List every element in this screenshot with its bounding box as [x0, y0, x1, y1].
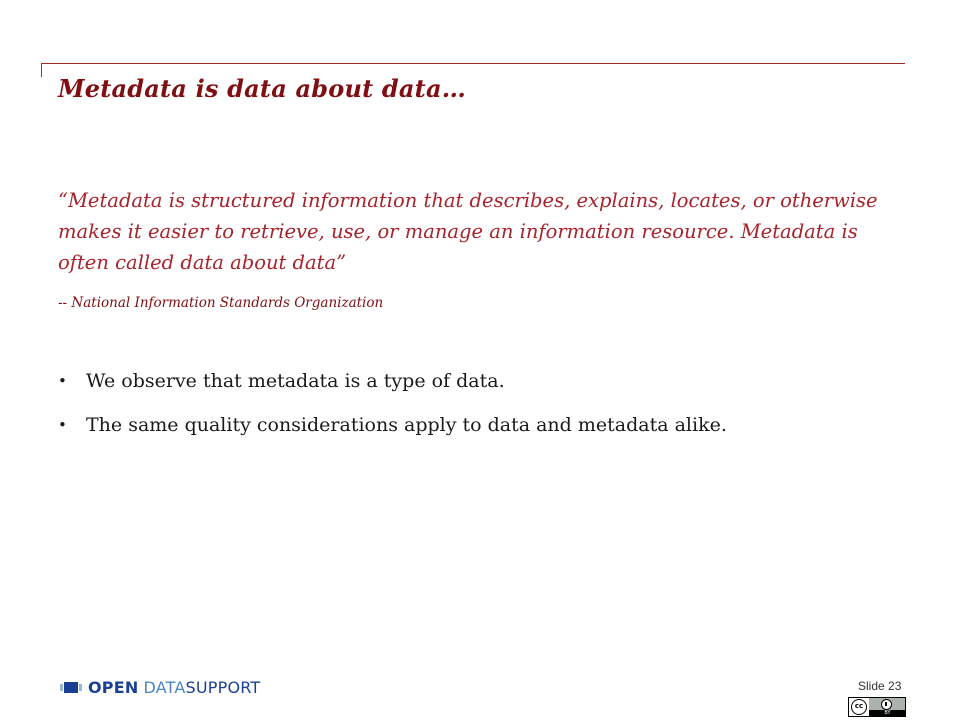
cc-icon: cc: [851, 699, 867, 715]
slide-title: Metadata is data about data…: [58, 74, 466, 103]
bullet-list: [58, 368, 918, 456]
bullet-icon: •: [58, 416, 67, 434]
open-data-support-logo: [60, 678, 260, 697]
logo-support: SUPPORT: [185, 678, 261, 697]
attribution-icon: [881, 699, 892, 710]
eu-flag-icon: [60, 681, 82, 695]
definition-quote: “Metadata is structured information that describes, explains, locates, or otherwise makes it easier to retrieve, use, or manage an information resource. Metadata is often called data about data”: [58, 189, 878, 274]
quote-attribution: -- National Information Standards Organization: [58, 295, 384, 311]
bullet-item: [58, 412, 918, 439]
title-rule: [41, 63, 905, 64]
by-label: BY: [869, 710, 906, 716]
title-rule-tick: [41, 63, 42, 77]
cc-by-icon: [848, 697, 906, 717]
logo-open: OPEN: [88, 678, 139, 697]
bullet-icon: •: [58, 372, 67, 390]
bullet-text: We observe that metadata is a type of data.: [86, 370, 505, 392]
logo-text: [88, 678, 260, 697]
slide-number: Slide 23: [858, 679, 902, 693]
bullet-text: The same quality considerations apply to data and metadata alike.: [86, 414, 727, 436]
bullet-item: [58, 368, 918, 395]
logo-data: DATA: [143, 678, 186, 697]
